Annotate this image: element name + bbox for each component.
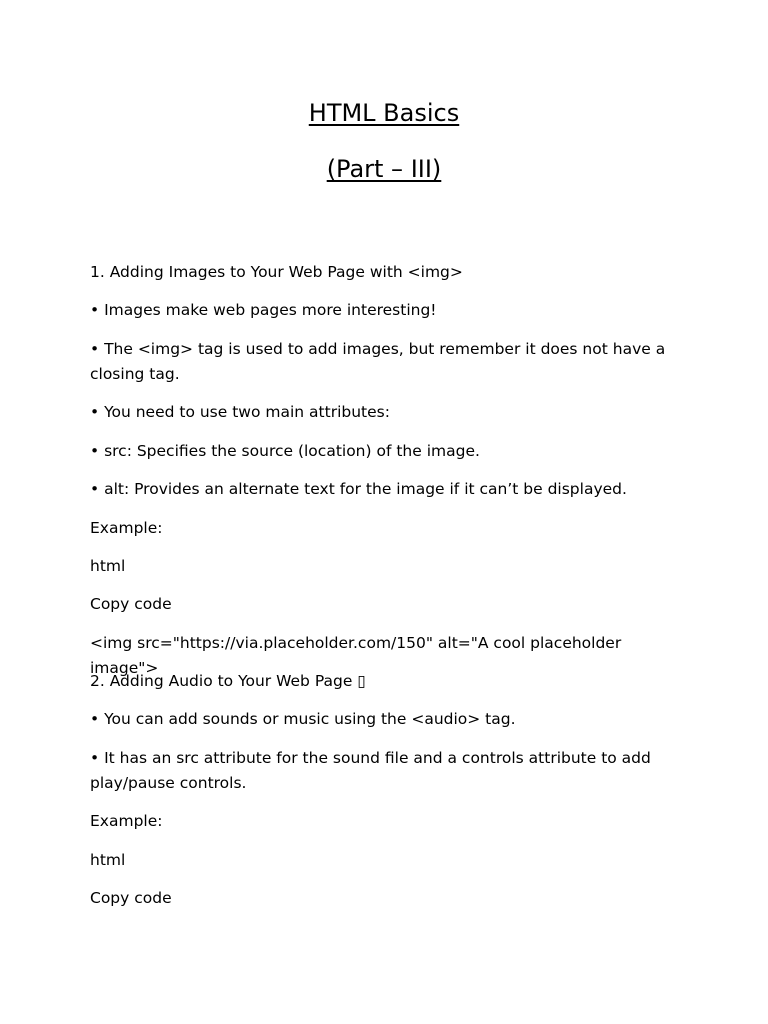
bullet-img-tag: • The <img> tag is used to add images, but remember it does not have a closing tag. xyxy=(90,340,666,383)
document-title: HTML Basics xyxy=(308,99,460,127)
code-example-img: <img src="https://via.placeholder.com/150" alt="A cool placeholder image"> xyxy=(90,634,622,677)
example-label-2: Example: xyxy=(90,812,163,830)
example-label: Example: xyxy=(90,519,163,537)
code-language-label-2: html xyxy=(90,851,126,869)
document-subtitle: (Part – III) xyxy=(326,155,442,183)
copy-code-label-2: Copy code xyxy=(90,889,172,907)
code-language-label: html xyxy=(90,557,126,575)
bullet-audio-attributes: • It has an src attribute for the sound file and a controls attribute to add play/pause controls. xyxy=(90,749,651,792)
bullet-audio-tag: • You can add sounds or music using the <audio> tag. xyxy=(90,710,516,728)
bullet-two-attributes: • You need to use two main attributes: xyxy=(90,403,390,421)
section-heading-audio: 2. Adding Audio to Your Web Page ▯ xyxy=(90,672,366,690)
bullet-alt: • alt: Provides an alternate text for the image if it can’t be displayed. xyxy=(90,480,627,498)
copy-code-label: Copy code xyxy=(90,595,172,613)
bullet-images-interesting: • Images make web pages more interesting! xyxy=(90,301,437,319)
section-heading-images: 1. Adding Images to Your Web Page with <img> xyxy=(90,263,463,281)
bullet-src: • src: Specifies the source (location) of the image. xyxy=(90,442,480,460)
